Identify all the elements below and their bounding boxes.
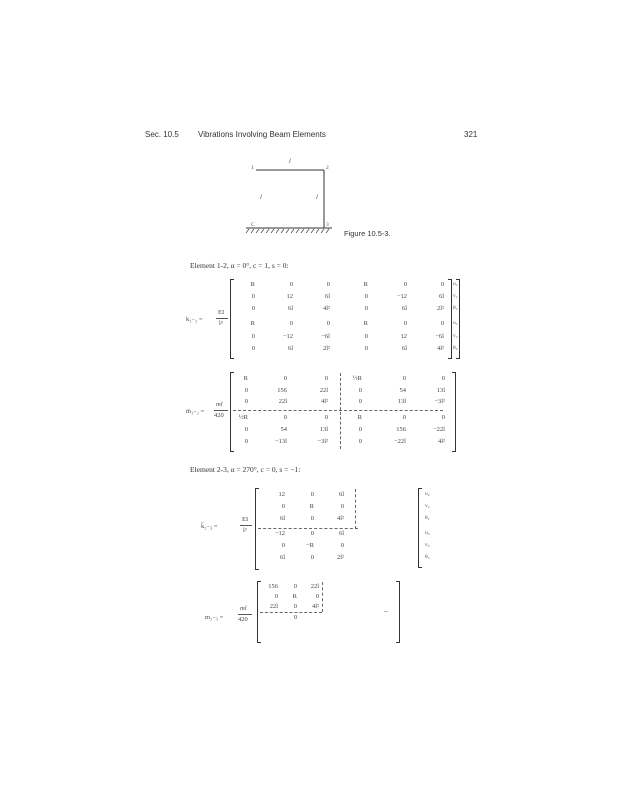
k23-cell: 0: [310, 554, 314, 561]
m12-cell: R: [243, 375, 248, 382]
running-title: Vibrations Involving Beam Elements: [198, 130, 326, 139]
k23-cell: 12: [278, 491, 285, 498]
k23-coef-den: l³: [243, 527, 247, 534]
k12-cell: 0: [251, 305, 255, 312]
k12-cell: 6l: [438, 293, 444, 300]
m23-cell: 0: [293, 614, 297, 621]
k12-bracket-right: [448, 279, 452, 359]
m12-cell: 0: [402, 414, 406, 421]
k23-cell: 6l: [338, 530, 344, 537]
k23-cell: −12: [274, 530, 285, 537]
m23-cell: 22l: [269, 603, 278, 610]
figure-caption: Figure 10.5-3.: [344, 229, 391, 238]
m23-coef-num: ml: [240, 605, 247, 612]
element-1-2-heading: Element 1-2, α = 0°, c = 1, s = 0:: [190, 261, 289, 270]
m12-cell: 156: [396, 426, 406, 433]
m23-partition-vertical: [322, 582, 323, 612]
k12-cell: 2l²: [436, 305, 444, 312]
k12-cell: 6l: [324, 293, 330, 300]
k12-cell: R: [250, 320, 255, 327]
k23-cell: 0: [281, 503, 285, 510]
k23-partition-vertical: [355, 489, 356, 529]
k23-cell: 0: [310, 491, 314, 498]
k23-coef-bar: [240, 525, 252, 526]
k23-dof: u₂: [425, 491, 430, 497]
k23-cell: −R: [305, 542, 314, 549]
k23-cell: 6l: [279, 554, 285, 561]
m12-cell: −3l²: [434, 398, 445, 405]
m12-lhs: m̄₁₋₂ =: [186, 408, 205, 415]
m12-cell: −22l: [433, 426, 445, 433]
k12-cell: R: [363, 281, 368, 288]
m12-cell: 0: [324, 414, 328, 421]
m23-coef-den: 420: [238, 616, 248, 623]
k23-lhs: k̄₂₋₃ =: [201, 523, 218, 530]
k12-cell: 0: [251, 345, 255, 352]
k12-coef-bar: [216, 318, 228, 319]
m12-cell: 0: [358, 398, 362, 405]
k23-dof: v₃: [425, 542, 430, 548]
k12-cell: 0: [403, 320, 407, 327]
node-label-top-right: 2: [326, 165, 329, 171]
k23-partition-horizontal: [258, 528, 358, 529]
k23-cell: 0: [340, 503, 344, 510]
m12-cell: 0: [244, 426, 248, 433]
k12-cell: 0: [364, 293, 368, 300]
m12-cell: 4l²: [320, 398, 328, 405]
m23-cell: 0: [293, 583, 297, 590]
k12-cell: 6l: [287, 305, 293, 312]
k23-coef-num: EI: [242, 516, 249, 523]
length-label-top: l: [289, 158, 291, 165]
m12-cell: 0: [283, 414, 287, 421]
k12-cell: 6l: [287, 345, 293, 352]
k12-cell: 0: [289, 281, 293, 288]
m12-cell: 0: [244, 398, 248, 405]
k12-coef-den: l³: [219, 320, 223, 327]
length-label-left: l: [260, 194, 262, 201]
m12-cell: −13l: [275, 438, 287, 445]
m12-cell: 13l: [319, 426, 328, 433]
m12-coef-den: 420: [214, 412, 224, 419]
k23-cell: 2l²: [336, 554, 344, 561]
m23-lhs: m₂₋₃ =: [205, 614, 224, 621]
k23-cell: 0: [340, 542, 344, 549]
k23-dof: v₂: [425, 503, 430, 509]
k12-dof: u₂: [453, 320, 458, 326]
node-label-bottom-left: C: [251, 222, 255, 228]
k12-coef-num: EI: [218, 309, 225, 316]
m12-cell: 0: [441, 414, 445, 421]
m12-cell: 22l: [278, 398, 287, 405]
k23-cell: R: [309, 503, 314, 510]
m12-cell: ½R: [238, 414, 248, 421]
m23-cell: 0: [315, 593, 319, 600]
k23-dof-bracket: [418, 488, 422, 568]
length-label-right: l: [316, 194, 318, 201]
k12-cell: 0: [326, 281, 330, 288]
k12-cell: R: [250, 281, 255, 288]
k12-cell: 2l²: [322, 345, 330, 352]
m12-bracket-right: [452, 372, 456, 452]
k12-cell: R: [363, 320, 368, 327]
page-number: 321: [464, 130, 478, 139]
k12-cell: 0: [364, 305, 368, 312]
k12-cell: 0: [251, 333, 255, 340]
m23-trailing-mark: --: [384, 608, 389, 615]
k12-cell: 12: [286, 293, 293, 300]
m12-cell: 0: [358, 387, 362, 394]
node-label-bottom-right: 3: [326, 222, 329, 228]
k23-cell: 0: [281, 542, 285, 549]
k12-dof: v₁: [453, 293, 458, 299]
k12-lhs: k₁₋₂ =: [186, 316, 203, 323]
k12-cell: −12: [396, 293, 407, 300]
m12-cell: ½R: [352, 375, 362, 382]
k12-cell: 0: [326, 320, 330, 327]
k12-cell: 6l: [401, 305, 407, 312]
m12-cell: 0: [441, 375, 445, 382]
m12-coef-num: ml: [216, 401, 223, 408]
k23-dof: θ₃: [425, 554, 430, 560]
k23-cell: 0: [310, 515, 314, 522]
k12-cell: 12: [400, 333, 407, 340]
m23-cell: 4l²: [311, 603, 319, 610]
k12-cell: 0: [440, 281, 444, 288]
m12-cell: 13l: [397, 398, 406, 405]
m23-cell: 0: [274, 593, 278, 600]
m12-cell: 0: [358, 438, 362, 445]
m12-partition-horizontal: [233, 410, 443, 411]
m23-cell: 156: [268, 583, 278, 590]
k23-dof: θ₂: [425, 515, 430, 521]
m12-cell: 0: [283, 375, 287, 382]
k12-cell: 0: [364, 333, 368, 340]
k12-cell: 6l: [401, 345, 407, 352]
k12-cell: −6l: [321, 333, 330, 340]
section-label: Sec. 10.5: [145, 130, 179, 139]
k12-cell: 0: [440, 320, 444, 327]
k12-cell: 0: [364, 345, 368, 352]
m23-cell: 0: [293, 603, 297, 610]
k23-cell: 4l²: [336, 515, 344, 522]
k12-cell: 0: [289, 320, 293, 327]
m23-bracket-right: [396, 581, 400, 643]
m12-cell: 0: [358, 426, 362, 433]
k12-dof: v₂: [453, 333, 458, 339]
m12-cell: 156: [277, 387, 287, 394]
k12-cell: 4l²: [436, 345, 444, 352]
k23-cell: 6l: [279, 515, 285, 522]
element-2-3-heading: Element 2-3, α = 270°, c = 0, s = −1:: [190, 465, 301, 474]
m23-cell: 22l: [310, 583, 319, 590]
m12-cell: 54: [399, 387, 406, 394]
m12-cell: −3l²: [317, 438, 328, 445]
m12-cell: 13l: [436, 387, 445, 394]
m23-coef-bar: [238, 614, 252, 615]
k12-dof: θ₂: [453, 345, 458, 351]
m12-cell: 54: [280, 426, 287, 433]
m12-cell: −22l: [394, 438, 406, 445]
m12-cell: 0: [324, 375, 328, 382]
k23-cell: 0: [310, 530, 314, 537]
k12-dof: u₁: [453, 281, 458, 287]
k12-dof: θ₁: [453, 305, 458, 311]
m23-cell: R: [292, 593, 297, 600]
k12-cell: 0: [251, 293, 255, 300]
k12-cell: 4l²: [322, 305, 330, 312]
m12-cell: 0: [244, 387, 248, 394]
m12-cell: 0: [402, 375, 406, 382]
k23-dof: u₃: [425, 530, 430, 536]
m23-partition-horizontal: [260, 612, 322, 613]
m12-cell: 4l²: [437, 438, 445, 445]
k12-cell: 0: [403, 281, 407, 288]
k23-cell: 6l: [338, 491, 344, 498]
m12-cell: 22l: [319, 387, 328, 394]
m12-coef-bar: [214, 410, 228, 411]
k12-cell: −12: [282, 333, 293, 340]
node-label-top-left: 1: [251, 165, 254, 171]
m12-cell: 0: [244, 438, 248, 445]
k12-cell: −6l: [435, 333, 444, 340]
m12-cell: R: [357, 414, 362, 421]
